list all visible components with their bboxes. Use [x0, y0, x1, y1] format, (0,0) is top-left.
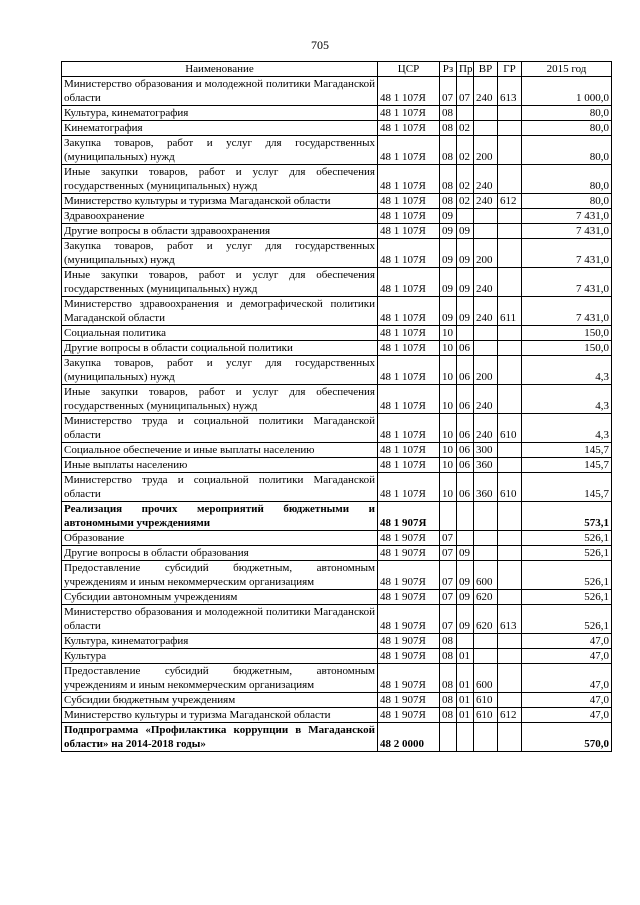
cell-csr: 48 1 107Я	[378, 356, 440, 385]
cell-csr: 48 1 907Я	[378, 708, 440, 723]
cell-amount: 573,1	[522, 502, 612, 531]
cell-name: Культура	[62, 649, 378, 664]
table-row	[62, 634, 612, 649]
cell-csr: 48 1 107Я	[378, 165, 440, 194]
cell-csr: 48 1 107Я	[378, 194, 440, 209]
cell-amount: 570,0	[522, 723, 612, 752]
cell-csr: 48 1 107Я	[378, 136, 440, 165]
cell-pr	[457, 326, 474, 341]
cell-csr: 48 1 907Я	[378, 664, 440, 693]
cell-gr	[498, 341, 522, 356]
cell-gr: 610	[498, 414, 522, 443]
cell-name: Культура, кинематография	[62, 634, 378, 649]
cell-csr: 48 1 107Я	[378, 443, 440, 458]
cell-csr: 48 1 107Я	[378, 414, 440, 443]
cell-pr	[457, 106, 474, 121]
table-row	[62, 473, 612, 502]
cell-vr: 360	[474, 458, 498, 473]
cell-amount: 526,1	[522, 605, 612, 634]
cell-rz: 07	[440, 605, 457, 634]
cell-vr: 200	[474, 356, 498, 385]
table-row	[62, 458, 612, 473]
cell-pr: 09	[457, 561, 474, 590]
table-row	[62, 326, 612, 341]
table-row	[62, 649, 612, 664]
cell-name: Министерство культуры и туризма Магаданской области	[62, 194, 378, 209]
table-row	[62, 561, 612, 590]
cell-pr: 09	[457, 268, 474, 297]
cell-rz: 08	[440, 708, 457, 723]
cell-gr	[498, 723, 522, 752]
cell-amount: 150,0	[522, 326, 612, 341]
table-row	[62, 531, 612, 546]
cell-csr: 48 1 107Я	[378, 106, 440, 121]
cell-vr: 240	[474, 194, 498, 209]
cell-rz: 07	[440, 77, 457, 106]
cell-pr: 06	[457, 356, 474, 385]
cell-amount: 145,7	[522, 443, 612, 458]
cell-name: Реализация прочих мероприятий бюджетными и автономными учреждениями	[62, 502, 378, 531]
cell-name: Иные выплаты населению	[62, 458, 378, 473]
cell-name: Иные закупки товаров, работ и услуг для обеспечения государственных (муниципальных) нужд	[62, 165, 378, 194]
cell-vr	[474, 326, 498, 341]
cell-gr	[498, 106, 522, 121]
cell-pr	[457, 531, 474, 546]
cell-amount: 526,1	[522, 531, 612, 546]
cell-csr: 48 1 107Я	[378, 121, 440, 136]
cell-amount: 80,0	[522, 194, 612, 209]
cell-gr	[498, 356, 522, 385]
cell-rz: 08	[440, 165, 457, 194]
cell-csr: 48 1 907Я	[378, 561, 440, 590]
table-row	[62, 268, 612, 297]
cell-name: Подпрограмма «Профилактика коррупции в Магаданской области» на 2014-2018 годы»	[62, 723, 378, 752]
cell-gr	[498, 590, 522, 605]
cell-csr: 48 1 907Я	[378, 590, 440, 605]
cell-pr: 06	[457, 414, 474, 443]
cell-pr: 01	[457, 649, 474, 664]
table-row	[62, 77, 612, 106]
table-row	[62, 356, 612, 385]
cell-csr: 48 1 907Я	[378, 634, 440, 649]
cell-pr: 01	[457, 693, 474, 708]
cell-csr: 48 1 107Я	[378, 268, 440, 297]
cell-vr: 240	[474, 268, 498, 297]
table-row	[62, 239, 612, 268]
cell-pr: 09	[457, 590, 474, 605]
cell-vr: 240	[474, 297, 498, 326]
cell-amount: 4,3	[522, 356, 612, 385]
cell-name: Министерство образования и молодежной политики Магаданской области	[62, 77, 378, 106]
cell-gr	[498, 561, 522, 590]
column-header-rz: Рз	[440, 62, 457, 77]
table-row	[62, 297, 612, 326]
budget-table	[61, 61, 612, 752]
table-row	[62, 723, 612, 752]
cell-gr: 612	[498, 708, 522, 723]
table-row	[62, 502, 612, 531]
cell-vr: 610	[474, 693, 498, 708]
cell-pr: 09	[457, 224, 474, 239]
cell-vr: 300	[474, 443, 498, 458]
cell-name: Министерство культуры и туризма Магаданской области	[62, 708, 378, 723]
cell-pr: 06	[457, 473, 474, 502]
cell-name: Закупка товаров, работ и услуг для государственных (муниципальных) нужд	[62, 356, 378, 385]
cell-name: Предоставление субсидий бюджетным, автономным учреждениям и иным некоммерческим организациям	[62, 664, 378, 693]
table-row	[62, 414, 612, 443]
cell-name: Министерство труда и социальной политики Магаданской области	[62, 473, 378, 502]
table-row	[62, 136, 612, 165]
cell-rz: 10	[440, 326, 457, 341]
cell-vr: 600	[474, 561, 498, 590]
cell-gr	[498, 385, 522, 414]
cell-pr: 09	[457, 605, 474, 634]
cell-amount: 47,0	[522, 634, 612, 649]
cell-csr: 48 1 907Я	[378, 531, 440, 546]
cell-csr: 48 1 107Я	[378, 385, 440, 414]
cell-amount: 7 431,0	[522, 224, 612, 239]
cell-csr: 48 1 907Я	[378, 649, 440, 664]
cell-name: Субсидии автономным учреждениям	[62, 590, 378, 605]
table-row	[62, 590, 612, 605]
cell-pr	[457, 502, 474, 531]
cell-vr: 200	[474, 136, 498, 165]
table-body	[62, 77, 612, 752]
cell-pr: 06	[457, 341, 474, 356]
cell-gr	[498, 634, 522, 649]
column-header-csr: ЦСР	[378, 62, 440, 77]
cell-rz: 07	[440, 561, 457, 590]
cell-amount: 526,1	[522, 561, 612, 590]
cell-amount: 7 431,0	[522, 268, 612, 297]
cell-rz: 07	[440, 546, 457, 561]
cell-gr	[498, 693, 522, 708]
cell-gr	[498, 649, 522, 664]
cell-csr: 48 1 107Я	[378, 209, 440, 224]
table-row	[62, 605, 612, 634]
cell-csr: 48 2 0000	[378, 723, 440, 752]
cell-name: Иные закупки товаров, работ и услуг для обеспечения государственных (муниципальных) нужд	[62, 268, 378, 297]
cell-rz: 08	[440, 634, 457, 649]
column-header-year: 2015 год	[522, 62, 612, 77]
cell-amount: 4,3	[522, 414, 612, 443]
cell-gr: 613	[498, 77, 522, 106]
cell-amount: 80,0	[522, 136, 612, 165]
cell-name: Министерство образования и молодежной политики Магаданской области	[62, 605, 378, 634]
cell-csr: 48 1 107Я	[378, 326, 440, 341]
cell-rz: 09	[440, 297, 457, 326]
cell-name: Иные закупки товаров, работ и услуг для обеспечения государственных (муниципальных) нужд	[62, 385, 378, 414]
cell-pr: 06	[457, 443, 474, 458]
cell-amount: 526,1	[522, 546, 612, 561]
table-header-row	[62, 62, 612, 77]
table-row	[62, 546, 612, 561]
cell-amount: 150,0	[522, 341, 612, 356]
cell-gr	[498, 121, 522, 136]
cell-pr	[457, 209, 474, 224]
cell-pr: 09	[457, 297, 474, 326]
column-header-vr: ВР	[474, 62, 498, 77]
cell-rz: 10	[440, 341, 457, 356]
cell-rz: 08	[440, 106, 457, 121]
cell-amount: 526,1	[522, 590, 612, 605]
cell-amount: 80,0	[522, 106, 612, 121]
table-row	[62, 443, 612, 458]
cell-gr	[498, 268, 522, 297]
cell-csr: 48 1 107Я	[378, 297, 440, 326]
cell-csr: 48 1 107Я	[378, 224, 440, 239]
cell-name: Социальное обеспечение и иные выплаты населению	[62, 443, 378, 458]
cell-pr: 01	[457, 708, 474, 723]
cell-gr	[498, 136, 522, 165]
cell-csr: 48 1 107Я	[378, 341, 440, 356]
cell-name: Субсидии бюджетным учреждениям	[62, 693, 378, 708]
cell-amount: 47,0	[522, 664, 612, 693]
cell-rz: 08	[440, 136, 457, 165]
cell-amount: 145,7	[522, 473, 612, 502]
cell-csr: 48 1 107Я	[378, 239, 440, 268]
cell-vr: 620	[474, 605, 498, 634]
cell-amount: 80,0	[522, 165, 612, 194]
cell-name: Закупка товаров, работ и услуг для государственных (муниципальных) нужд	[62, 239, 378, 268]
cell-gr	[498, 502, 522, 531]
cell-vr: 600	[474, 664, 498, 693]
cell-gr	[498, 209, 522, 224]
cell-rz: 09	[440, 224, 457, 239]
cell-csr: 48 1 107Я	[378, 77, 440, 106]
cell-pr: 06	[457, 458, 474, 473]
cell-amount: 47,0	[522, 649, 612, 664]
cell-rz	[440, 723, 457, 752]
cell-csr: 48 1 907Я	[378, 605, 440, 634]
table-row	[62, 385, 612, 414]
column-header-pr: Пр	[457, 62, 474, 77]
cell-rz: 10	[440, 473, 457, 502]
cell-pr: 01	[457, 664, 474, 693]
cell-name: Министерство труда и социальной политики Магаданской области	[62, 414, 378, 443]
cell-rz: 10	[440, 414, 457, 443]
cell-pr	[457, 634, 474, 649]
cell-name: Другие вопросы в области социальной политики	[62, 341, 378, 356]
cell-name: Социальная политика	[62, 326, 378, 341]
table-row	[62, 121, 612, 136]
cell-pr: 06	[457, 385, 474, 414]
cell-gr: 613	[498, 605, 522, 634]
table-row	[62, 194, 612, 209]
cell-pr: 02	[457, 165, 474, 194]
cell-rz: 07	[440, 590, 457, 605]
cell-vr: 610	[474, 708, 498, 723]
cell-rz: 10	[440, 356, 457, 385]
cell-rz: 08	[440, 194, 457, 209]
cell-vr: 240	[474, 77, 498, 106]
cell-gr	[498, 443, 522, 458]
cell-csr: 48 1 107Я	[378, 473, 440, 502]
cell-gr: 612	[498, 194, 522, 209]
cell-name: Министерство здравоохранения и демографической политики Магаданской области	[62, 297, 378, 326]
cell-name: Образование	[62, 531, 378, 546]
cell-vr: 360	[474, 473, 498, 502]
cell-gr	[498, 531, 522, 546]
cell-gr	[498, 664, 522, 693]
cell-rz: 10	[440, 458, 457, 473]
cell-rz: 09	[440, 239, 457, 268]
cell-vr	[474, 634, 498, 649]
cell-pr	[457, 723, 474, 752]
cell-gr: 610	[498, 473, 522, 502]
table-row	[62, 708, 612, 723]
cell-name: Здравоохранение	[62, 209, 378, 224]
cell-gr	[498, 546, 522, 561]
cell-amount: 7 431,0	[522, 297, 612, 326]
column-header-gr: ГР	[498, 62, 522, 77]
cell-rz: 09	[440, 209, 457, 224]
table-row	[62, 209, 612, 224]
cell-name: Другие вопросы в области образования	[62, 546, 378, 561]
cell-rz: 08	[440, 649, 457, 664]
cell-csr: 48 1 907Я	[378, 693, 440, 708]
page-number: 705	[311, 38, 329, 52]
table-row	[62, 106, 612, 121]
cell-amount: 7 431,0	[522, 209, 612, 224]
cell-vr	[474, 224, 498, 239]
cell-csr: 48 1 107Я	[378, 458, 440, 473]
cell-vr	[474, 209, 498, 224]
cell-name: Закупка товаров, работ и услуг для государственных (муниципальных) нужд	[62, 136, 378, 165]
cell-rz: 10	[440, 385, 457, 414]
cell-gr	[498, 224, 522, 239]
cell-vr	[474, 531, 498, 546]
cell-amount: 47,0	[522, 693, 612, 708]
cell-name: Культура, кинематография	[62, 106, 378, 121]
cell-name: Другие вопросы в области здравоохранения	[62, 224, 378, 239]
cell-gr	[498, 165, 522, 194]
cell-name: Предоставление субсидий бюджетным, автономным учреждениям и иным некоммерческим организациям	[62, 561, 378, 590]
cell-vr	[474, 121, 498, 136]
cell-csr: 48 1 907Я	[378, 546, 440, 561]
cell-gr	[498, 239, 522, 268]
cell-amount: 7 431,0	[522, 239, 612, 268]
cell-vr: 240	[474, 165, 498, 194]
cell-gr	[498, 326, 522, 341]
cell-vr: 620	[474, 590, 498, 605]
table-row	[62, 165, 612, 194]
cell-gr: 611	[498, 297, 522, 326]
cell-rz	[440, 502, 457, 531]
cell-rz: 09	[440, 268, 457, 297]
cell-amount: 80,0	[522, 121, 612, 136]
cell-vr	[474, 546, 498, 561]
cell-amount: 145,7	[522, 458, 612, 473]
cell-vr	[474, 649, 498, 664]
table-row	[62, 693, 612, 708]
cell-rz: 08	[440, 664, 457, 693]
cell-amount: 1 000,0	[522, 77, 612, 106]
cell-pr: 07	[457, 77, 474, 106]
cell-vr: 240	[474, 414, 498, 443]
cell-rz: 08	[440, 121, 457, 136]
cell-pr: 02	[457, 136, 474, 165]
table-row	[62, 341, 612, 356]
cell-amount: 47,0	[522, 708, 612, 723]
cell-vr: 240	[474, 385, 498, 414]
cell-vr	[474, 502, 498, 531]
table-row	[62, 224, 612, 239]
cell-rz: 08	[440, 693, 457, 708]
column-header-name: Наименование	[62, 62, 378, 77]
cell-vr	[474, 341, 498, 356]
cell-vr	[474, 106, 498, 121]
cell-vr	[474, 723, 498, 752]
cell-csr: 48 1 907Я	[378, 502, 440, 531]
cell-gr	[498, 458, 522, 473]
cell-pr: 02	[457, 194, 474, 209]
cell-rz: 07	[440, 531, 457, 546]
cell-vr: 200	[474, 239, 498, 268]
cell-name: Кинематография	[62, 121, 378, 136]
cell-pr: 02	[457, 121, 474, 136]
cell-pr: 09	[457, 546, 474, 561]
cell-rz: 10	[440, 443, 457, 458]
table-row	[62, 664, 612, 693]
cell-pr: 09	[457, 239, 474, 268]
cell-amount: 4,3	[522, 385, 612, 414]
